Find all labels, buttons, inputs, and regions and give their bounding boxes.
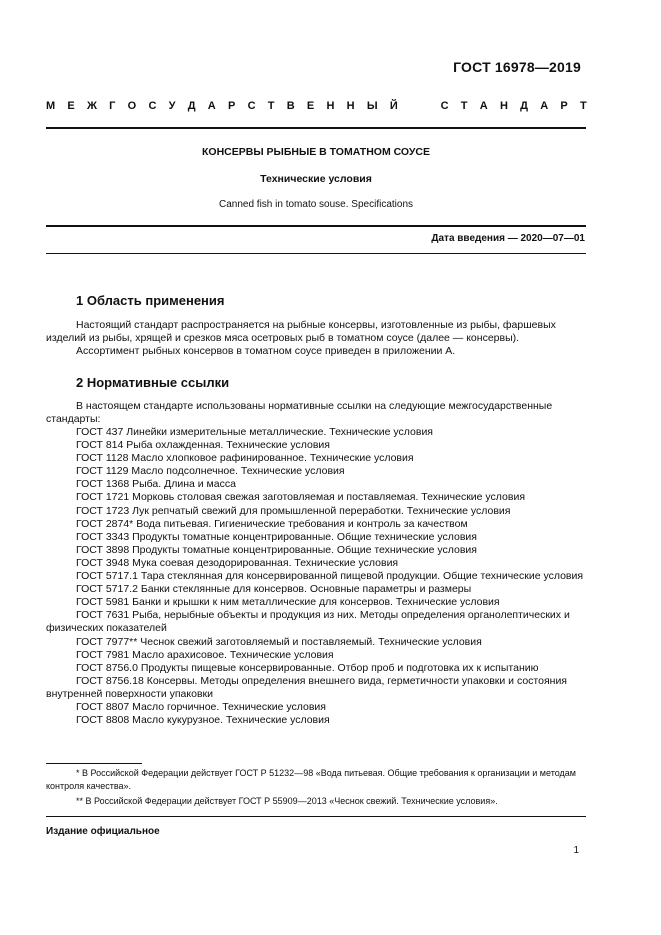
banner-letter: О [127, 100, 137, 112]
reference-item: ГОСТ 5717.1 Тара стеклянная для консервированной пищевой продукции. Общие технические условия [76, 570, 584, 583]
banner-letter: Д [520, 100, 528, 112]
reference-item: ГОСТ 5717.2 Банки стеклянные для консервов. Основные параметры и размеры [76, 583, 472, 596]
reference-item: ГОСТ 437 Линейки измерительные металлические. Технические условия [76, 426, 433, 438]
date-divider [46, 253, 586, 254]
banner-letter: Т [460, 100, 468, 112]
reference-item: ГОСТ 8808 Масло кукурузное. Технические условия [76, 714, 330, 727]
banner-letter: Н [499, 100, 508, 112]
footnotes [46, 767, 586, 808]
footnote-1: * В Российской Федерации действует ГОСТ Р 51232—98 «Вода питьевая. Общие требования к организации и методам контроля качества». [46, 768, 576, 791]
reference-item: ГОСТ 7977** Чеснок свежий заготовляемый и поставляемый. Технические условия [76, 635, 482, 648]
section-1-paragraph [46, 319, 584, 345]
reference-item: ГОСТ 8756.18 Консервы. Методы определения внешнего вида, герметичности упаковки и состояния внутренней поверхности упаковки [46, 674, 567, 700]
official-edition-label: Издание официальное [46, 826, 160, 837]
header-divider [46, 127, 586, 129]
title-divider [46, 225, 586, 227]
banner-letter: Е [67, 100, 75, 112]
banner-letter: Й [389, 100, 398, 112]
banner-letter: Р [227, 100, 236, 112]
footer-divider [46, 816, 586, 817]
section-1-text: Настоящий стандарт распространяется на рыбные консервы, изготовленные из рыбы, фаршевых изделий из рыбы, хрящей и срезков мяса осетровых рыб в томатном соусе (далее — консервы). [46, 319, 556, 345]
banner-letter: С [148, 100, 157, 112]
interstate-standard-banner [46, 100, 587, 112]
reference-item: ГОСТ 7631 Рыба, нерыбные объекты и продукция из них. Методы определения органолептических и физических показателей [46, 609, 570, 635]
banner-letter: Р [560, 100, 568, 112]
reference-item: ГОСТ 1723 Лук репчатый свежий для промышленной переработки. Технические условия [76, 504, 511, 517]
reference-item: ГОСТ 1129 Масло подсолнечное. Технические условия [76, 465, 345, 478]
banner-letter: Г [109, 100, 116, 112]
document-subtitle: Технические условия [260, 173, 372, 185]
banner-letter [425, 100, 428, 112]
banner-letter: Т [267, 100, 275, 112]
banner-letter: Т [579, 100, 587, 112]
banner-letter: Е [306, 100, 315, 112]
footnote-divider [46, 763, 142, 764]
banner-letter: Н [326, 100, 335, 112]
effective-date: Дата введения — 2020—07—01 [431, 233, 585, 244]
section-1-text-2: Ассортимент рыбных консервов в томатном соусе приведен в приложении А. [76, 345, 456, 357]
reference-item: ГОСТ 1128 Масло хлопковое рафинированное. Технические условия [76, 452, 414, 465]
reference-item: ГОСТ 2874* Вода питьевая. Гигиенические требования и контроль за качеством [76, 517, 468, 530]
reference-item: ГОСТ 3898 Продукты томатные концентрированные. Общие технические условия [76, 543, 477, 556]
reference-item: ГОСТ 1721 Морковь столовая свежая заготовляемая и поставляемая. Технические условия [76, 491, 526, 504]
reference-item: ГОСТ 3948 Мука соевая дезодорированная. Технические условия [76, 556, 399, 569]
standard-number: ГОСТ 16978—2019 [453, 59, 581, 75]
banner-letter: В [286, 100, 295, 112]
english-title: Canned fish in tomato souse. Specifications [219, 199, 413, 210]
banner-letter: Д [187, 100, 196, 112]
page-number: 1 [573, 845, 579, 856]
banner-letter: М [46, 100, 56, 112]
banner-letter: А [207, 100, 216, 112]
reference-item: ГОСТ 7981 Масло арахисовое. Технические условия [76, 648, 334, 661]
banner-letter: Н [346, 100, 355, 112]
banner-letter: С [247, 100, 256, 112]
reference-item: ГОСТ 5981 Банки и крышки к ним металлические для консервов. Технические условия [76, 596, 500, 609]
banner-letter: А [540, 100, 549, 112]
banner-letter: Ж [86, 100, 97, 112]
normative-references-list [46, 426, 586, 727]
reference-item: ГОСТ 8807 Масло горчичное. Технические условия [76, 700, 326, 713]
banner-letter: У [168, 100, 176, 112]
document-title: КОНСЕРВЫ РЫБНЫЕ В ТОМАТНОМ СОУСЕ [202, 146, 430, 158]
section-2-intro [46, 400, 584, 426]
footnote-2: ** В Российской Федерации действует ГОСТ Р 55909—2013 «Чеснок свежий. Технические условия». [76, 796, 498, 806]
banner-letter: А [479, 100, 488, 112]
reference-item: ГОСТ 3343 Продукты томатные концентрированные. Общие технические условия [76, 530, 477, 543]
section-1-heading: 1 Область применения [76, 293, 225, 308]
reference-item: ГОСТ 8756.0 Продукты пищевые консервированные. Отбор проб и подготовка их к испытанию [76, 661, 539, 674]
reference-item: ГОСТ 814 Рыба охлажденная. Технические условия [76, 439, 330, 452]
banner-letter: Ы [366, 100, 378, 112]
banner-letter [410, 100, 413, 112]
section-2-heading: 2 Нормативные ссылки [76, 375, 230, 390]
reference-item: ГОСТ 1368 Рыба. Длина и масса [76, 478, 236, 491]
section-2-intro-text: В настоящем стандарте использованы нормативные ссылки на следующие межгосударственные стандарты: [46, 400, 553, 426]
banner-letter: С [440, 100, 449, 112]
section-1-paragraph-2 [46, 345, 584, 358]
